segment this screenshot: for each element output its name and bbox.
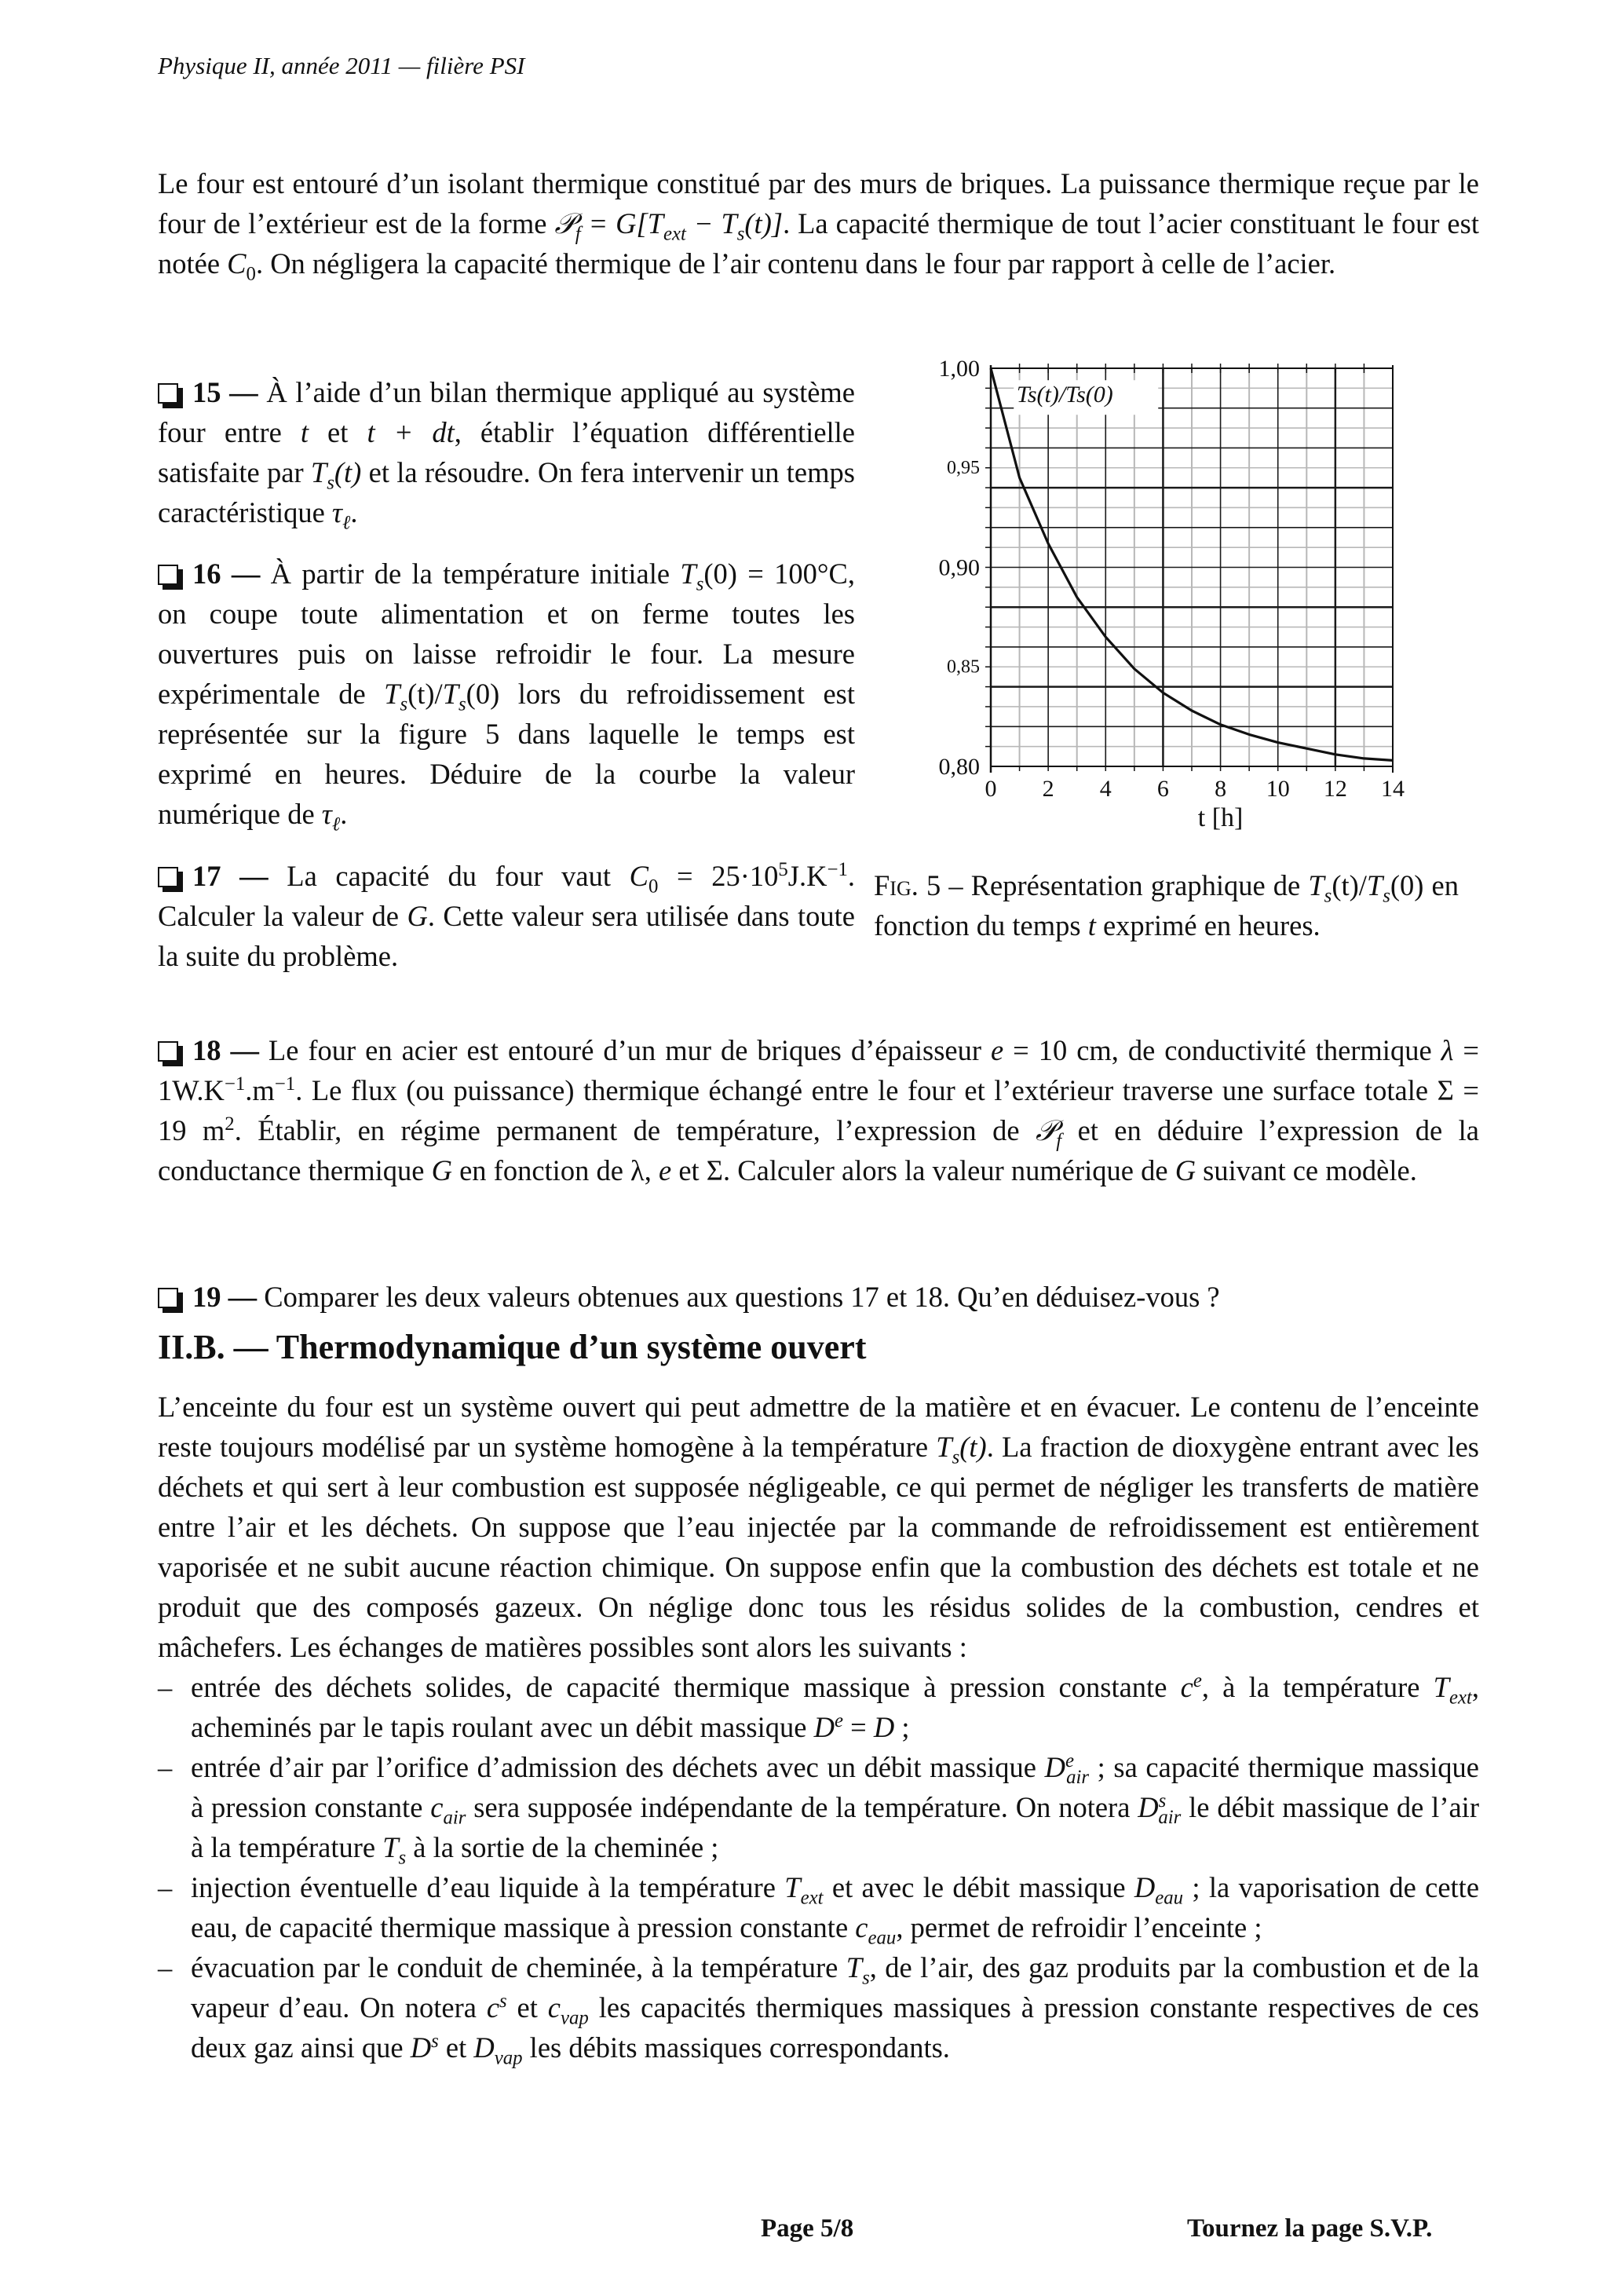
math-var: D xyxy=(1138,1791,1159,1823)
x-tick-label: 4 xyxy=(1099,776,1112,802)
math-sub: ℓ xyxy=(331,813,341,835)
checkbox-icon xyxy=(158,1041,178,1062)
y-tick-label: 0,95 xyxy=(947,457,980,478)
question-15 xyxy=(158,372,855,532)
list-text: à la sortie de la cheminée ; xyxy=(406,1831,719,1863)
question-number: 16 — xyxy=(192,558,261,590)
question-text: en fonction de λ, xyxy=(451,1154,659,1186)
question-text: . Le flux (ou puissance) thermique échangé entre le four et l’extérieur traverse une surface totale Σ = 19 m xyxy=(158,1074,1479,1146)
math-var: T xyxy=(936,1431,952,1463)
figure-caption xyxy=(874,865,1459,945)
math-sup: 5 xyxy=(778,858,788,880)
question-text: . Cette valeur sera utilisée dans toute la suite du problème. xyxy=(158,900,855,972)
math-var: T xyxy=(442,678,459,710)
math-sub: f xyxy=(1056,1130,1062,1152)
math-var: (0) = 100°C xyxy=(703,558,848,590)
list-item-water-injection xyxy=(158,1867,1479,1947)
math-var: c xyxy=(1180,1671,1193,1703)
math-sub: ext xyxy=(800,1887,824,1909)
math-var: D xyxy=(873,1711,895,1743)
chart-svg xyxy=(926,345,1429,840)
list-item-air-inlet xyxy=(158,1747,1479,1867)
math-var: t xyxy=(1087,909,1096,941)
math-sub: air xyxy=(1158,1807,1182,1829)
math-var: G xyxy=(431,1154,452,1186)
math-sub: s xyxy=(862,1967,870,1989)
y-tick-label: 0,90 xyxy=(938,554,980,581)
math-var: c xyxy=(486,1991,500,2024)
list-text: , permet de refroidir l’enceinte ; xyxy=(896,1911,1262,1943)
math-sub: s xyxy=(952,1446,960,1468)
math-var: τ xyxy=(321,798,332,830)
y-tick-label: 0,85 xyxy=(947,656,980,678)
power-subscript: f xyxy=(575,223,581,245)
list-text: les capacités thermiques massiques à pression constante respectives de ces deux gaz ainsi que xyxy=(191,1991,1479,2064)
math-var: D xyxy=(813,1711,835,1743)
x-axis-label: t [h] xyxy=(1197,803,1244,832)
formula-part: (t)] xyxy=(744,207,784,239)
list-text: , à la température xyxy=(1201,1671,1434,1703)
question-16 xyxy=(158,554,855,834)
formula-sub-ext: ext xyxy=(663,223,686,245)
question-number: 17 — xyxy=(192,860,269,892)
question-text: , on coupe toute alimentation et on ferme toutes les ouvertures puis on laisse refroidir le four. La mesure expérimentale de xyxy=(158,558,855,710)
math-sub: s xyxy=(1383,885,1390,907)
list-text: ; sa capacité thermique massique à pression constante xyxy=(191,1751,1479,1823)
math-var: T xyxy=(680,558,696,590)
math-var: D xyxy=(1044,1751,1065,1783)
caption-text: Représentation graphique de xyxy=(970,869,1309,901)
math-sub: eau xyxy=(868,1927,897,1949)
list-text: et xyxy=(438,2031,474,2064)
formula-sub-s: s xyxy=(736,223,745,245)
checkbox-icon xyxy=(158,1288,178,1308)
math-sub: vap xyxy=(560,2007,589,2029)
math-sup: e xyxy=(1065,1749,1074,1771)
math-var: (t)/ xyxy=(407,678,443,710)
question-text: = 1W.K xyxy=(158,1034,1479,1106)
math-sub: 0 xyxy=(648,876,659,898)
math-var: T xyxy=(1366,869,1383,901)
list-text: = xyxy=(842,1711,874,1743)
math-var: t xyxy=(300,416,309,448)
intro-text: Le four est entouré d’un isolant thermique constitué par des murs de briques. La puissance thermique reçue par le four de l’extérieur est de la forme xyxy=(158,167,1479,239)
list-text: injection éventuelle d’eau liquide à la température xyxy=(191,1871,785,1903)
intro-text: . On négligera la capacité thermique de l’air contenu dans le four par rapport à celle de l’acier. xyxy=(255,247,1336,280)
running-header: Physique II, année 2011 — filière PSI xyxy=(158,52,525,79)
question-text: Comparer les deux valeurs obtenues aux questions 17 et 18. Qu’en déduisez-vous ? xyxy=(257,1281,1220,1313)
caption-number: 5 – xyxy=(918,869,971,901)
list-dash: – xyxy=(158,1871,173,1903)
math-sub: air xyxy=(443,1807,466,1829)
checkbox-icon xyxy=(158,565,178,585)
math-var: (0) xyxy=(466,678,500,710)
formula-part: − T xyxy=(685,207,737,239)
math-sup: s xyxy=(1158,1790,1167,1812)
section-paragraph xyxy=(158,1387,1479,2067)
math-sup: s xyxy=(499,1990,507,2012)
question-text: lors du refroidissement est représentée sur la figure 5 dans laquelle le temps est exprimé en heures. Déduire de la courbe la valeur numérique de xyxy=(158,678,855,830)
math-sub: ℓ xyxy=(342,512,351,534)
caption-text: en fonction du temps xyxy=(874,869,1459,941)
x-tick-label: 10 xyxy=(1266,776,1290,802)
question-text: et la résoudre. On fera intervenir un temps caractéristique xyxy=(158,456,855,528)
list-text: entrée d’air par l’orifice d’admission des déchets avec un débit massique xyxy=(191,1751,1045,1783)
math-var: c xyxy=(855,1911,868,1943)
math-var: (0) xyxy=(1390,869,1424,901)
question-text: , établir l’équation différentielle satisfaite par xyxy=(158,416,855,488)
list-text: entrée des déchets solides, de capacité thermique massique à pression constante xyxy=(191,1671,1181,1703)
x-tick-label: 2 xyxy=(1042,776,1054,802)
math-var: c xyxy=(430,1791,444,1823)
math-sup: 2 xyxy=(225,1113,235,1135)
math-sub: vap xyxy=(494,2047,523,2069)
question-text: La capacité du four vaut xyxy=(268,860,630,892)
intro-paragraph xyxy=(158,163,1479,283)
chart-series-label: Ts(t)/Ts(0) xyxy=(1016,382,1113,408)
math-var: (t) xyxy=(334,456,362,488)
list-text: , de l’air, des gaz produits par la combustion et de la vapeur d’eau. On notera xyxy=(191,1951,1479,2024)
question-text: À l’aide d’un bilan thermique appliqué au système four entre xyxy=(158,376,855,448)
list-item-chimney-exhaust xyxy=(158,1947,1479,2067)
turn-page-note: Tournez la page S.V.P. xyxy=(1187,2214,1433,2243)
question-text: Le four en acier est entouré d’un mur de briques d’épaisseur xyxy=(258,1034,992,1066)
question-text: . Calculer la valeur de xyxy=(158,860,855,932)
math-sub: s xyxy=(400,693,408,715)
math-unit: J.K xyxy=(787,860,827,892)
list-dash: – xyxy=(158,1751,173,1783)
math-value: = 25·10 xyxy=(658,860,779,892)
question-number: 19 — xyxy=(192,1281,258,1313)
math-sup: e xyxy=(1193,1669,1202,1691)
x-tick-label: 0 xyxy=(985,776,997,802)
math-var: (t)/ xyxy=(1332,869,1367,901)
math-sup: −1 xyxy=(224,1073,246,1095)
math-sub: s xyxy=(458,693,466,715)
list-text: les débits massiques correspondants. xyxy=(522,2031,950,2064)
list-text: évacuation par le conduit de cheminée, à la température xyxy=(191,1951,846,1983)
question-text: À partir de la température initiale xyxy=(260,558,681,590)
list-text: et xyxy=(506,1991,548,2024)
math-var: T xyxy=(1433,1671,1449,1703)
math-var: T xyxy=(846,1951,863,1983)
question-text: = 10 cm, de conductivité thermique xyxy=(1003,1034,1441,1066)
capacity-symbol: C xyxy=(227,247,247,280)
power-symbol: 𝒫 xyxy=(554,207,575,240)
question-text: et Σ. Calculer alors la valeur numérique de xyxy=(671,1154,1175,1186)
math-sub: s xyxy=(696,573,704,595)
y-tick-label: 1,00 xyxy=(938,356,980,382)
list-item-solid-waste xyxy=(158,1667,1479,1747)
question-19 xyxy=(158,1277,1479,1317)
math-var: e xyxy=(991,1034,1004,1066)
math-sup: −1 xyxy=(827,858,848,880)
checkbox-icon xyxy=(158,867,178,887)
x-tick-label: 14 xyxy=(1381,776,1405,802)
list-dash: – xyxy=(158,1951,173,1983)
list-text: sera supposée indépendante de la température. On notera xyxy=(466,1791,1138,1823)
math-var: τ xyxy=(331,496,342,528)
question-text: . xyxy=(340,798,348,830)
math-var: t + dt xyxy=(367,416,455,448)
math-sup: −1 xyxy=(274,1073,296,1095)
formula-part: = G[T xyxy=(580,207,663,239)
question-text: .m xyxy=(245,1074,275,1106)
list-text: le débit massique de l’air à la température xyxy=(191,1791,1479,1863)
question-text: . Établir, en régime permanent de température, l’expression de xyxy=(234,1114,1036,1146)
math-var: T xyxy=(310,456,327,488)
math-sup: e xyxy=(834,1709,843,1731)
section-text: . La fraction de dioxygène entrant avec les déchets et qui sert à leur combustion est supposée négligeable, ce qui permet de négliger les transferts de matière entre l’air et les déchets. On suppose que l’eau injectée par la commande de refroidissement est entièrement vaporisée et ne subit aucune réaction chimique. On suppose enfin que la combustion des déchets est totale et ne produit que des composés gazeux. On néglige donc tous les résidus solides de la combustion, cendres et mâchefers. Les échanges de matières possibles sont alors les suivants : xyxy=(158,1431,1479,1663)
question-text: . xyxy=(350,496,358,528)
question-number: 18 — xyxy=(192,1034,259,1066)
figure-5-chart xyxy=(926,345,1429,840)
list-text: et avec le débit massique xyxy=(823,1871,1134,1903)
math-sub: s xyxy=(398,1847,407,1869)
math-sub: ext xyxy=(1448,1687,1472,1709)
math-var: T xyxy=(784,1871,801,1903)
math-sub: eau xyxy=(1155,1887,1184,1909)
question-number: 15 — xyxy=(192,376,258,408)
section-title: II.B. — Thermodynamique d’un système ouvert xyxy=(158,1328,867,1366)
math-sub: air xyxy=(1066,1767,1090,1789)
math-var: T xyxy=(382,1831,399,1863)
math-var: T xyxy=(384,678,400,710)
question-text: suivant ce modèle. xyxy=(1196,1154,1417,1186)
question-text: et en déduire l’expression de la conductance thermique xyxy=(158,1114,1479,1186)
caption-text: exprimé en heures. xyxy=(1095,909,1321,941)
question-18 xyxy=(158,1030,1479,1190)
math-sup: s xyxy=(431,2030,439,2052)
math-var: T xyxy=(1308,869,1324,901)
math-var: G xyxy=(1174,1154,1196,1186)
list-text: , acheminés par le tapis roulant avec un débit massique xyxy=(191,1671,1480,1743)
y-tick-label: 0,80 xyxy=(938,754,980,780)
caption-label: Fig. xyxy=(874,869,919,901)
intro-text: . La capacité thermique de tout l’acier constituant le four est notée xyxy=(158,207,1479,280)
list-text: ; la vaporisation de cette eau, de capacité thermique massique à pression constante xyxy=(191,1871,1480,1943)
math-var: D xyxy=(1134,1871,1156,1903)
x-tick-label: 8 xyxy=(1215,776,1227,802)
capacity-subscript: 0 xyxy=(246,263,256,285)
question-text: et xyxy=(309,416,367,448)
math-var: c xyxy=(547,1991,561,2024)
math-var: (t) xyxy=(959,1431,987,1463)
question-17 xyxy=(158,856,855,976)
math-var: C xyxy=(629,860,648,892)
page-number: Page 5/8 xyxy=(761,2214,854,2243)
section-text: L’enceinte du four est un système ouvert qui peut admettre de la matière et en évacuer. Le contenu de l’enceinte reste toujours modélisé par un système homogène à la température xyxy=(158,1391,1479,1463)
math-sub: s xyxy=(1324,885,1332,907)
math-var: D xyxy=(473,2031,495,2064)
power-symbol: 𝒫 xyxy=(1035,1113,1057,1147)
math-var: λ xyxy=(1441,1034,1454,1066)
list-dash: – xyxy=(158,1671,173,1703)
math-sub: s xyxy=(327,472,334,494)
math-var: D xyxy=(410,2031,432,2064)
math-var: G xyxy=(407,900,428,932)
list-text: ; xyxy=(894,1711,910,1743)
x-tick-label: 12 xyxy=(1323,776,1347,802)
math-var: e xyxy=(658,1154,672,1186)
checkbox-icon xyxy=(158,383,178,404)
x-tick-label: 6 xyxy=(1156,776,1169,802)
